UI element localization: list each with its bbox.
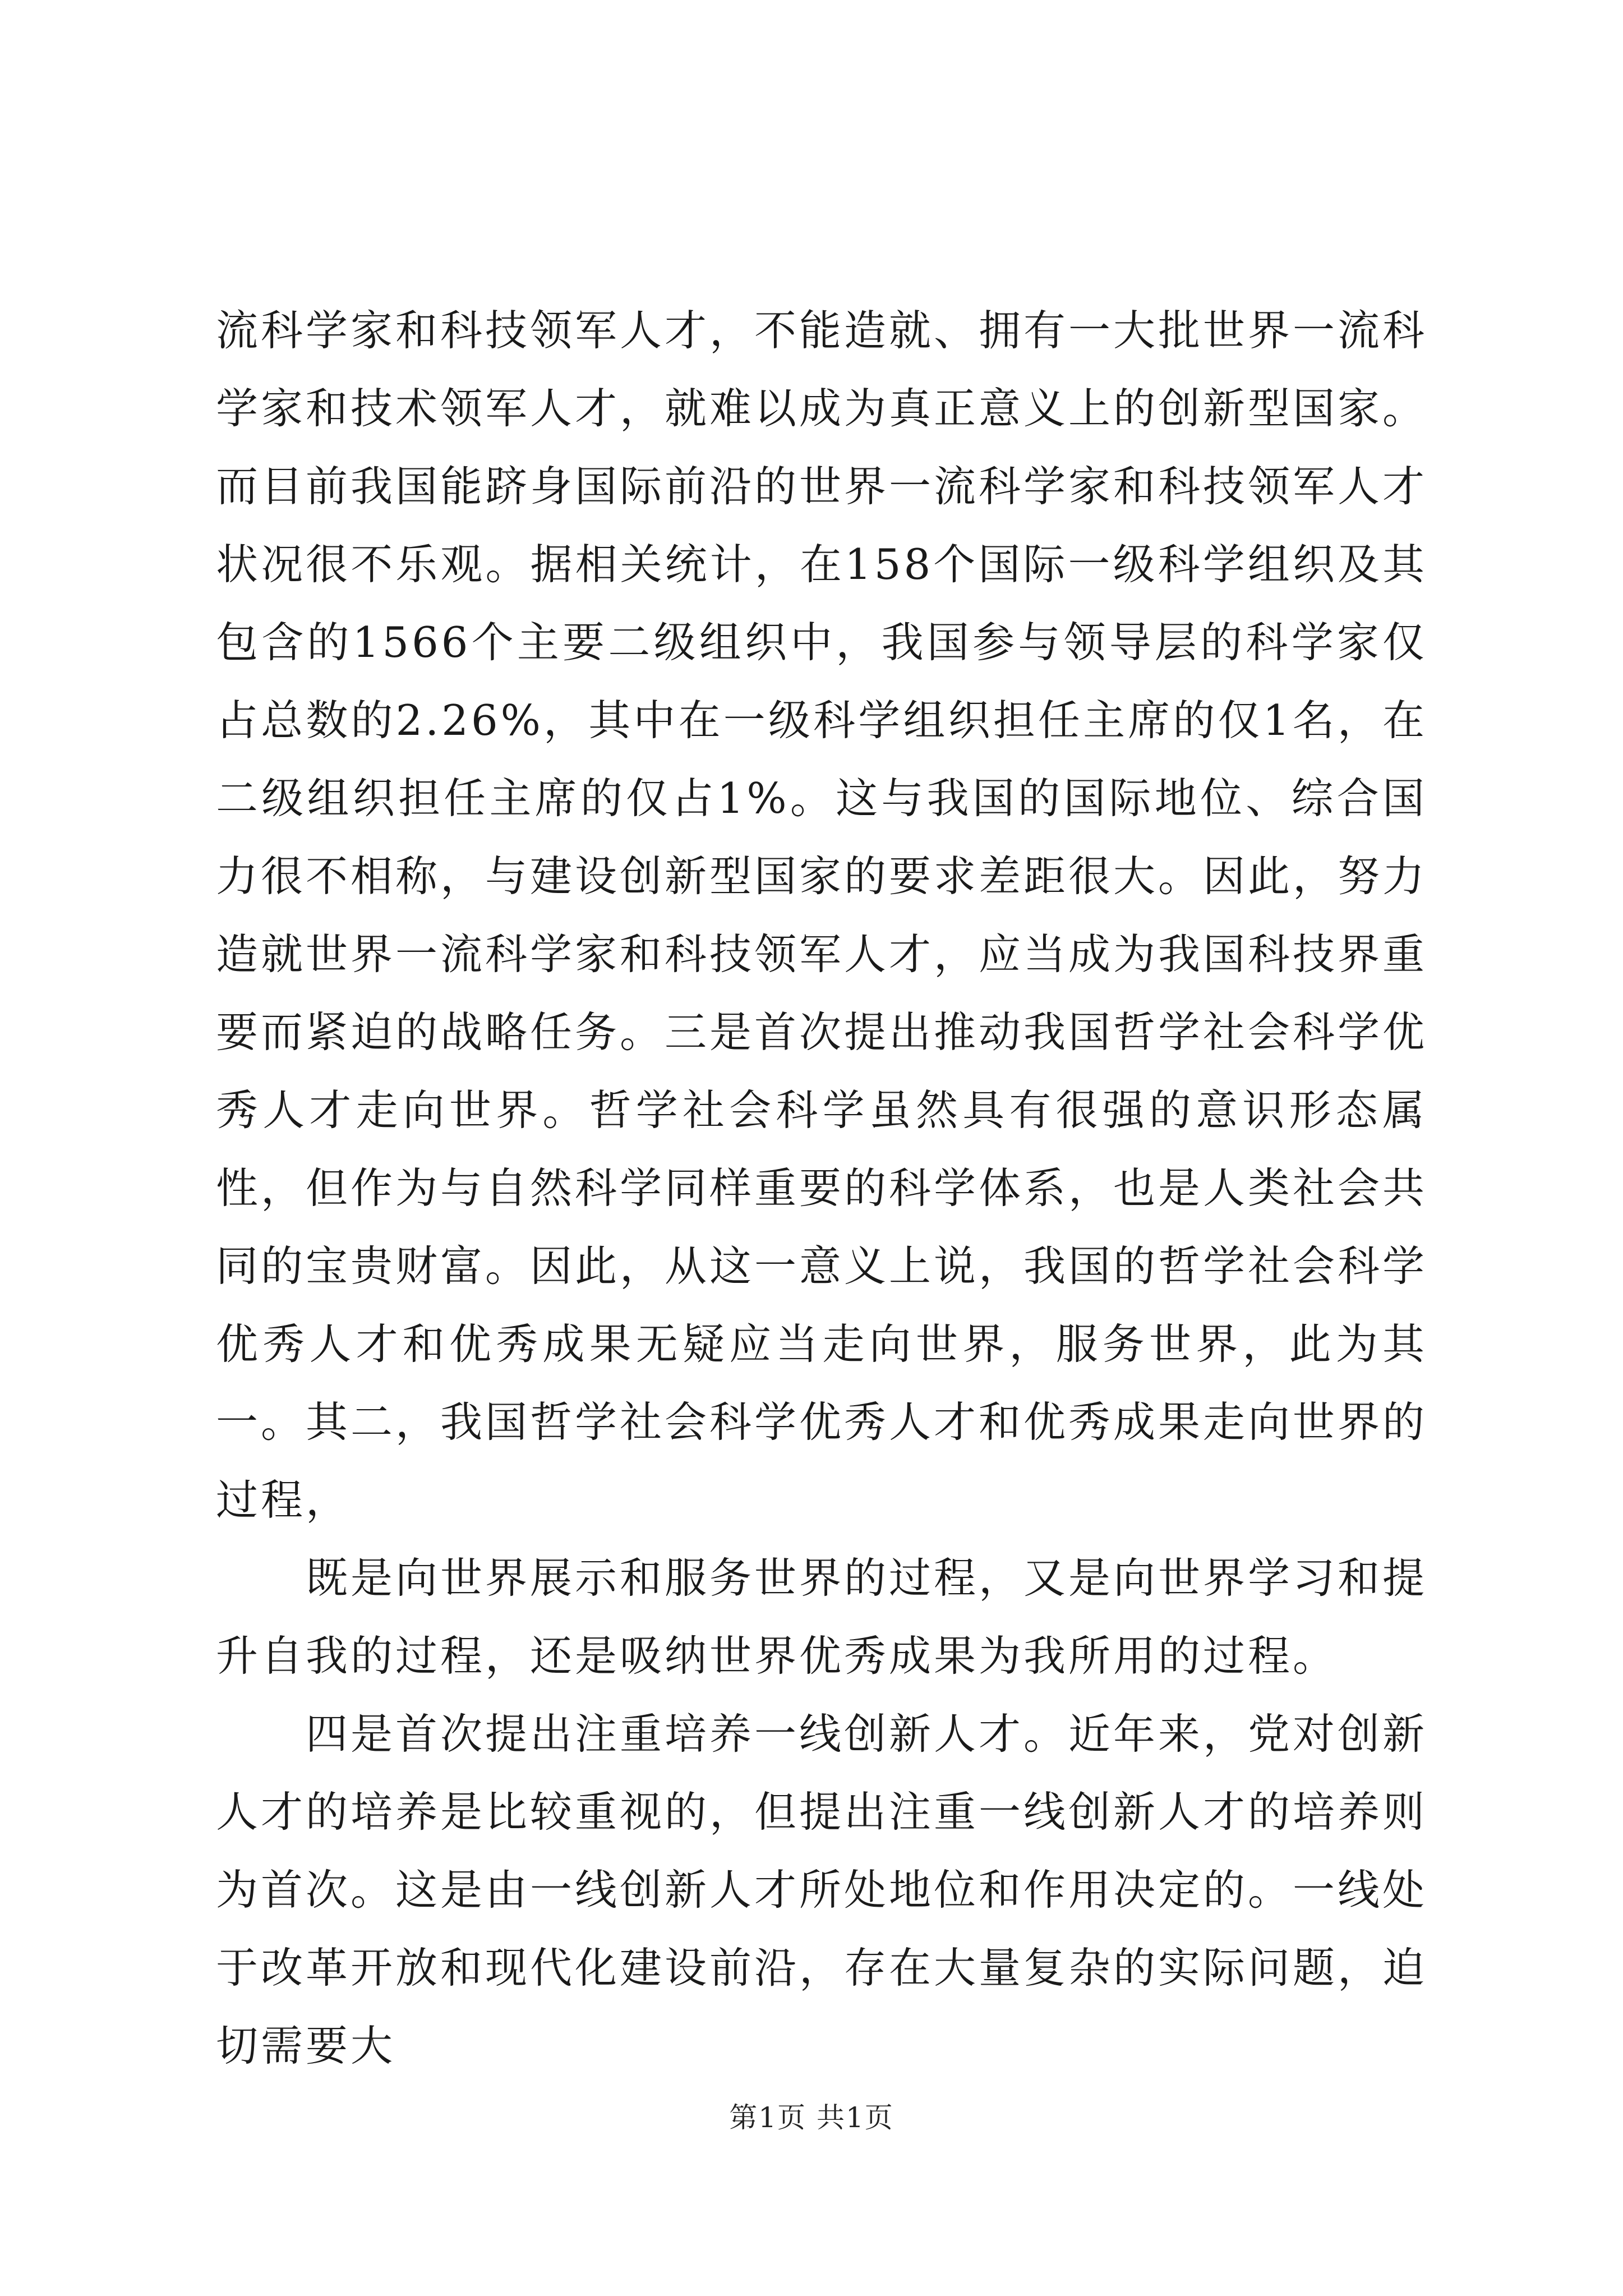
paragraph-3: 四是首次提出注重培养一线创新人才。近年来，党对创新人才的培养是比较重视的，但提出注重一线创新人才的培养则为首次。这是由一线创新人才所处地位和作用决定的。一线处于改革开放和现代化建设前沿，存在大量复杂的实际问题，迫切需要大	[216, 1709, 1428, 2070]
document-body	[216, 292, 1427, 2085]
paragraph-1: 流科学家和科技领军人才，不能造就、拥有一大批世界一流科学家和技术领军人才，就难以成为真正意义上的创新型国家。而目前我国能跻身国际前沿的世界一流科学家和科技领军人才状况很不乐观。据相关统计，在158个国际一级科学组织及其包含的1566个主要二级组织中，我国参与领导层的科学家仅占总数的2.26%，其中在一级科学组织担任主席的仅1名，在二级组织担任主席的仅占1%。这与我国的国际地位、综合国力很不相称，与建设创新型国家的要求差距很大。因此，努力造就世界一流科学家和科技领军人才，应当成为我国科技界重要而紧迫的战略任务。三是首次提出推动我国哲学社会科学优秀人才走向世界。哲学社会科学虽然具有很强的意识形态属性，但作为与自然科学同样重要的科学体系，也是人类社会共同的宝贵财富。因此，从这一意义上说，我国的哲学社会科学优秀人才和优秀成果无疑应当走向世界，服务世界，此为其一。其二，我国哲学社会科学优秀人才和优秀成果走向世界的过程，	[216, 306, 1428, 1525]
page-footer: 第1页 共1页	[729, 2101, 894, 2134]
paragraph-2: 既是向世界展示和服务世界的过程，又是向世界学习和提升自我的过程，还是吸纳世界优秀成果为我所用的过程。	[216, 1553, 1428, 1681]
